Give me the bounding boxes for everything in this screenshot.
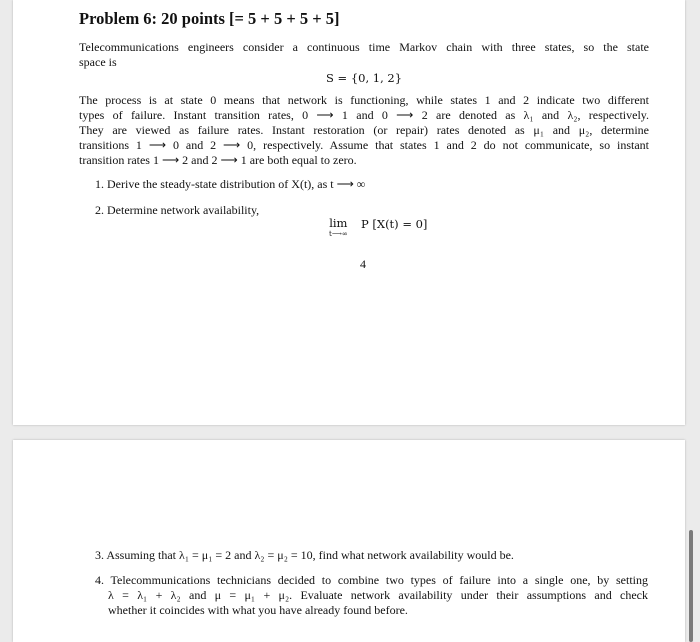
question-4-line-1: 4. Telecommunications technicians decided to combine two types of failure into a single one, by setting	[95, 573, 648, 587]
page-5	[13, 440, 685, 642]
limit-subscript: t⟶∞	[329, 230, 348, 238]
page-number: 4	[360, 257, 366, 271]
question-2: 2. Determine network availability,	[95, 203, 260, 217]
intro-line-1: Telecommunications engineers consider a continuous time Markov chain with three states, so the state	[79, 40, 649, 54]
paragraph-line-1: The process is at state 0 means that network is functioning, while states 1 and 2 indicate two different	[79, 93, 649, 107]
paragraph-line-3: They are viewed as failure rates. Instant restoration (or repair) rates denoted as μ₁ and μ₂, determine	[79, 123, 649, 137]
question-3: 3. Assuming that λ₁ = μ₁ = 2 and λ₂ = μ₂ = 10, find what network availability would be.	[95, 548, 514, 562]
problem-title: Problem 6: 20 points [= 5 + 5 + 5 + 5]	[79, 9, 340, 28]
paragraph-line-2: types of failure. Instant transition rates, 0 ⟶ 1 and 0 ⟶ 2 are denoted as λ₁ and λ₂, respectively.	[79, 108, 649, 122]
question-4-line-3: whether it coincides with what you have already found before.	[108, 603, 408, 617]
state-space-equation: S = {0, 1, 2}	[326, 71, 403, 85]
question-1: 1. Derive the steady-state distribution of X(t), as t ⟶ ∞	[95, 177, 366, 191]
availability-expression: P [X(t) = 0]	[361, 217, 428, 231]
paragraph-line-4: transitions 1 ⟶ 0 and 2 ⟶ 0, respectively. Assume that states 1 and 2 do not communicate, so instant	[79, 138, 649, 152]
page-4	[13, 0, 685, 425]
limit-word: lim	[329, 216, 348, 230]
intro-line-2: space is	[79, 55, 117, 69]
limit-operator	[329, 217, 348, 238]
question-4-line-2: λ = λ₁ + λ₂ and μ = μ₁ + μ₂. Evaluate network availability under their assumptions and check	[108, 588, 648, 602]
scrollbar-thumb[interactable]	[689, 530, 693, 642]
paragraph-line-5: transition rates 1 ⟶ 2 and 2 ⟶ 1 are both equal to zero.	[79, 153, 357, 167]
